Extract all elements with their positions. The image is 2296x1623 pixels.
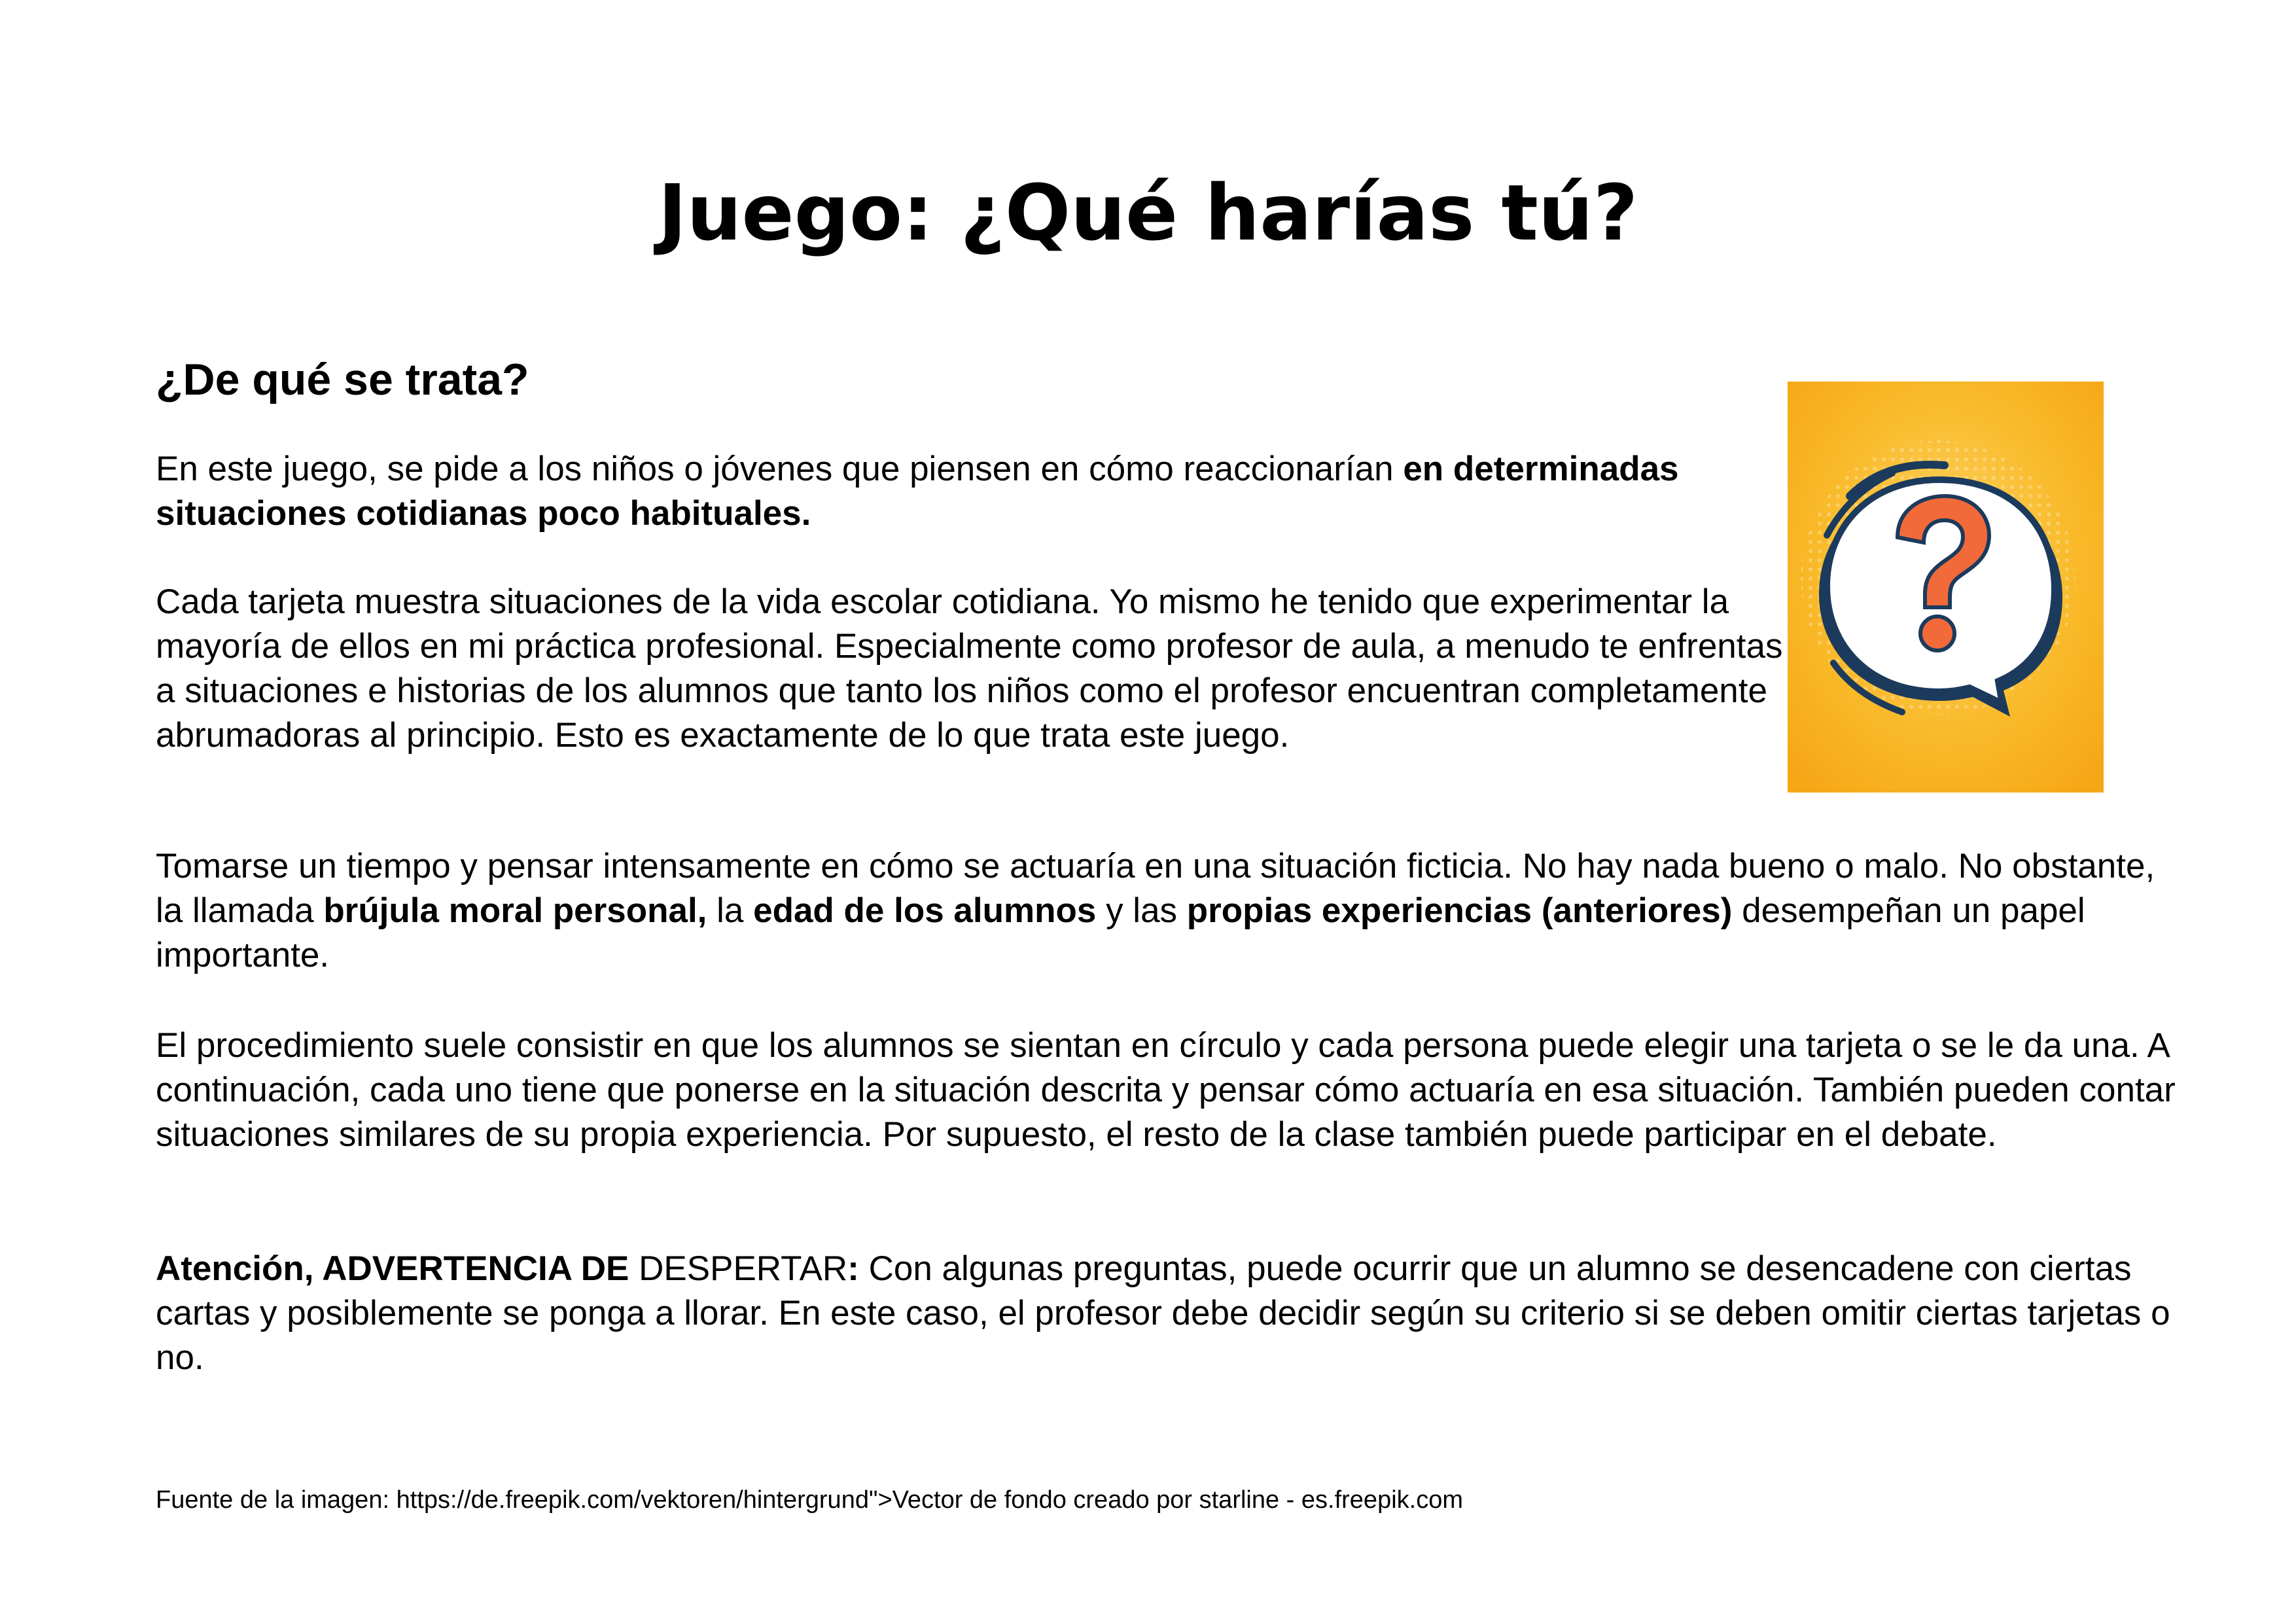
section-heading: ¿De qué se trata?	[156, 355, 529, 404]
question-mark-speech-bubble-icon	[1788, 382, 2104, 793]
warning-text-2: Con algunas preguntas, puede ocurrir que un alumno se desencadene con ciertas cartas y posiblemente se ponga a llorar. En este caso, el profesor debe decidir según su criterio si se deben omitir ciertas tarjetas o no.	[156, 1249, 2170, 1377]
image-source-footer: Fuente de la imagen: https://de.freepik.com/vektoren/hintergrund">Vector de fondo creado por starline - es.freepik.com	[156, 1486, 1463, 1514]
reflection-text-4: desempeñan un papel importante.	[156, 891, 2085, 974]
reflection-text-2: la	[707, 891, 754, 930]
reflection-bold-1: brújula moral personal,	[323, 891, 707, 930]
reflection-bold-2: edad de los alumnos	[753, 891, 1097, 930]
reflection-text-3: y las	[1096, 891, 1187, 930]
cards-text: Cada tarjeta muestra situaciones de la vida escolar cotidiana. Yo mismo he tenido que experimentar la mayoría de ellos en mi práctica profesional. Especialmente como profesor de aula, a menudo te enfrentas a situaciones e historias de los alumnos que tanto los niños como el profesor encuentran completamente abrumadoras al principio. Esto es exactamente de lo que trata este juego.	[156, 582, 1783, 755]
paragraph-procedure	[156, 1024, 2184, 1157]
paragraph-warning	[156, 1247, 2197, 1380]
reflection-text-1: Tomarse un tiempo y pensar intensamente en cómo se actuaría en una situación ficticia. No hay nada bueno o malo. No obstante, la llamada	[156, 847, 2155, 930]
reflection-bold-3: propias experiencias (anteriores)	[1186, 891, 1733, 930]
paragraph-reflection	[156, 844, 2184, 978]
warning-bold-2: :	[847, 1249, 859, 1288]
warning-text-1: DESPERTAR	[629, 1249, 848, 1288]
warning-bold-1: Atención, ADVERTENCIA DE	[156, 1249, 629, 1288]
page-title: Juego: ¿Qué harías tú?	[658, 168, 1638, 258]
procedure-text: El procedimiento suele consistir en que los alumnos se sientan en círculo y cada persona puede elegir una tarjeta o se le da una. A continuación, cada uno tiene que ponerse en la situación descrita y pensar cómo actuaría en esa situación. También pueden contar situaciones similares de su propia experiencia. Por supuesto, el resto de la clase también puede participar en el debate.	[156, 1026, 2176, 1154]
intro-bold: en determinadas situaciones cotidianas poco habituales.	[156, 450, 1679, 533]
intro-text: En este juego, se pide a los niños o jóvenes que piensen en cómo reaccionarían	[156, 450, 1404, 488]
paragraph-cards	[156, 580, 1792, 758]
paragraph-intro	[156, 447, 1687, 536]
